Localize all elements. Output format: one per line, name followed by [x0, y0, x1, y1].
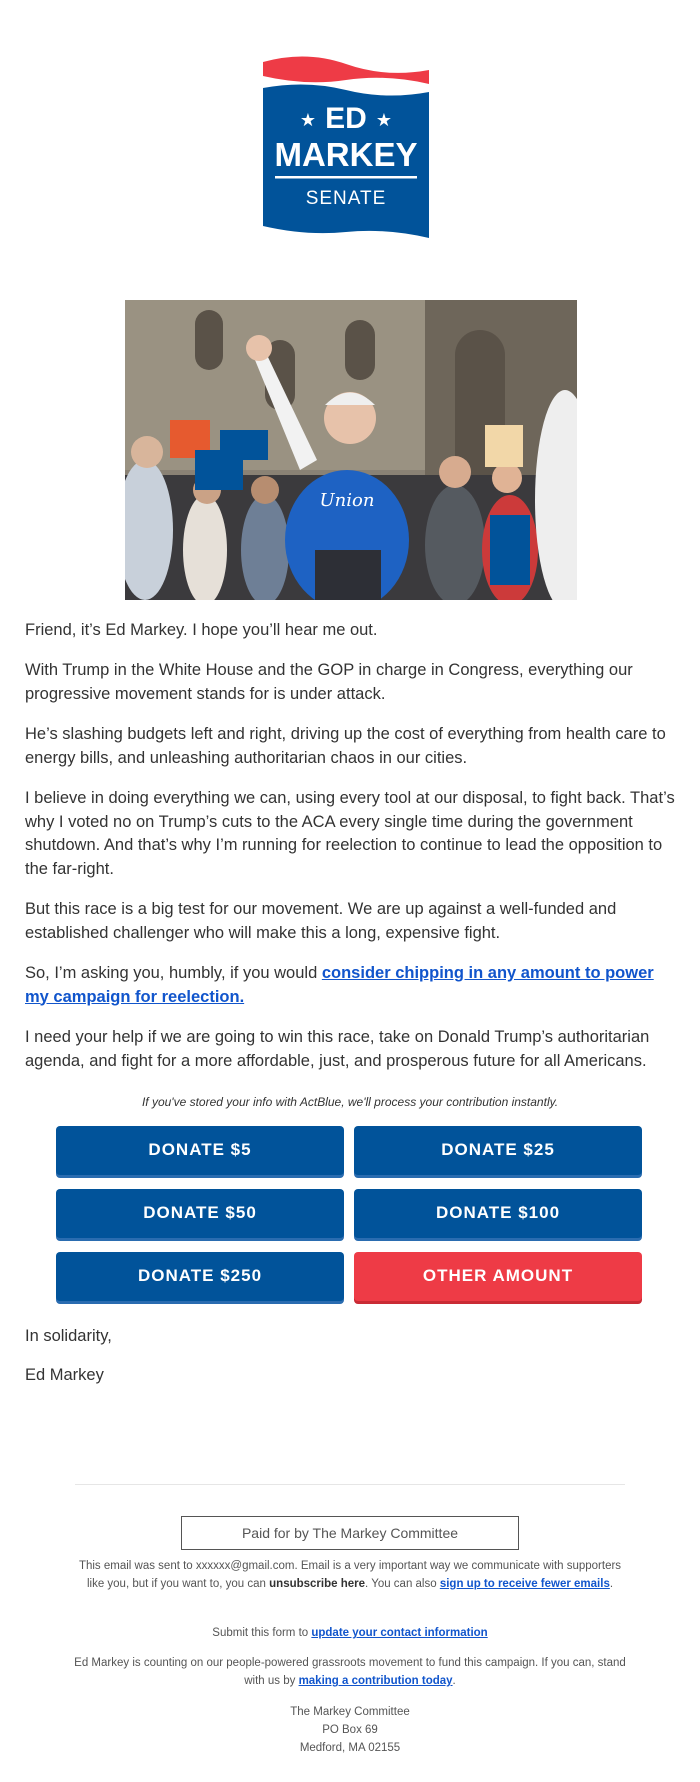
- other-amount-button[interactable]: OTHER AMOUNT: [354, 1252, 642, 1301]
- footer-sent-text: This email was sent to xxxxxx@gmail.com. Email is a very important way we communicate with supporters like you, but if you want to, you can: [78, 1560, 622, 1590]
- unsubscribe-link[interactable]: unsubscribe here: [269, 1578, 366, 1590]
- make-contribution-link[interactable]: making a contribution today: [298, 1675, 453, 1687]
- paragraph-ask: [25, 962, 677, 1009]
- svg-text:Union: Union: [319, 490, 375, 511]
- logo-line-ed: ED: [325, 102, 367, 135]
- footer-update-info: [70, 1624, 630, 1642]
- footer-grassroots-text: Ed Markey is counting on our people-powered grassroots movement to fund this campaign. If you can, stand with us by: [74, 1657, 626, 1687]
- footer-grassroots: [70, 1654, 630, 1690]
- star-icon: ★: [375, 110, 393, 131]
- footer-address-line1: The Markey Committee: [290, 1706, 410, 1718]
- donate-100-button[interactable]: DONATE $100: [354, 1189, 642, 1238]
- footer-grassroots-end: .: [452, 1675, 456, 1687]
- paragraph-budgets: He’s slashing budgets left and right, driving up the cost of everything from health care to energy bills, and unleashing authoritarian chaos in our cities.: [25, 725, 666, 767]
- donate-250-button[interactable]: DONATE $250: [56, 1252, 344, 1301]
- update-contact-link[interactable]: update your contact information: [311, 1627, 488, 1639]
- paragraph-greeting: Friend, it’s Ed Markey. I hope you’ll hear me out.: [25, 621, 378, 639]
- paragraph-fight-back: I believe in doing everything we can, using every tool at our disposal, to fight back. That’s why I voted no on Trump’s cuts to the ACA every single time during the government shutdown. And that’s why I’m running for reelection to continue to lead the opposition to the far-right.: [25, 789, 675, 878]
- footer-email-notice: [70, 1557, 630, 1593]
- donate-5-button[interactable]: DONATE $5: [56, 1126, 344, 1175]
- paragraph-attack: With Trump in the White House and the GOP in charge in Congress, everything our progressive movement stands for is under attack.: [25, 661, 633, 703]
- signature-name: Ed Markey: [25, 1366, 104, 1384]
- fewer-emails-link[interactable]: sign up to receive fewer emails: [439, 1578, 610, 1590]
- footer-address-line2: PO Box 69: [322, 1724, 378, 1736]
- footer-submit-text: Submit this form to: [212, 1627, 312, 1639]
- logo-line-markey: MARKEY: [274, 136, 418, 173]
- ask-prefix: So, I’m asking you, humbly, if you would: [25, 964, 322, 982]
- actblue-note: If you've stored your info with ActBlue, we'll process your contribution instantly.: [141, 1095, 559, 1109]
- paragraph-test: But this race is a big test for our movement. We are up against a well-funded and established challenger who will make this a long, expensive fight.: [25, 900, 617, 942]
- footer-divider: [75, 1484, 625, 1485]
- logo-line-senate: SENATE: [305, 188, 387, 209]
- footer-sent-end: .: [609, 1578, 614, 1590]
- paragraph-need-help: I need your help if we are going to win this race, take on Donald Trump’s authoritarian agenda, and fight for a more affordable, just, and prosperous future for all Americans.: [25, 1028, 650, 1070]
- contribute-link[interactable]: consider chipping in any amount to power my campaign for reelection.: [25, 964, 654, 1006]
- footer-address-line3: Medford, MA 02155: [299, 1742, 401, 1754]
- star-icon: ★: [299, 110, 317, 131]
- footer-sent-mid: . You can also: [365, 1578, 440, 1590]
- paid-for-box: Paid for by The Markey Committee: [181, 1516, 519, 1550]
- donate-25-button[interactable]: DONATE $25: [354, 1126, 642, 1175]
- ed-markey-senate-logo: [261, 56, 431, 240]
- closing: In solidarity,: [25, 1327, 112, 1345]
- donate-50-button[interactable]: DONATE $50: [56, 1189, 344, 1238]
- campaign-rally-photo: [125, 300, 577, 600]
